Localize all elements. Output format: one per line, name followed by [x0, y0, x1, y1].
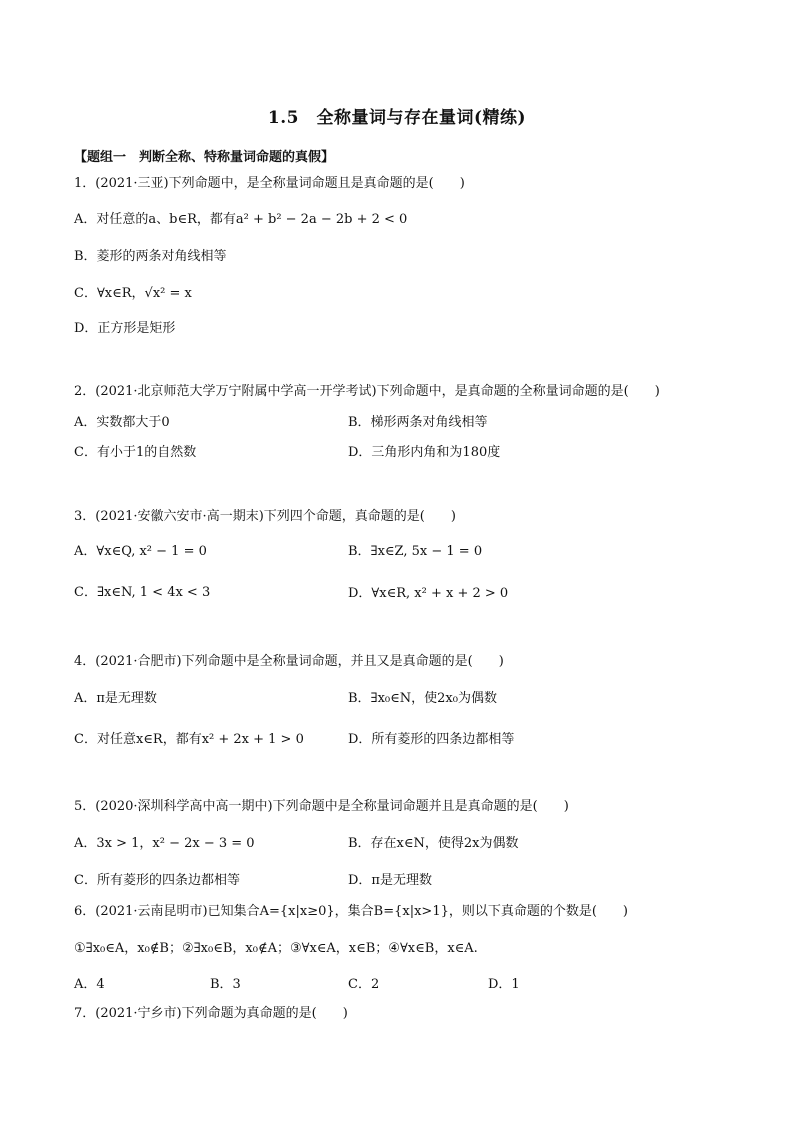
question-7-stem: 7．(2021·宁乡市)下列命题为真命题的是( )	[74, 1006, 348, 1021]
question-2-option-c: C．有小于1的自然数	[74, 445, 197, 460]
question-2-option-d: D．三角形内角和为180度	[348, 445, 501, 460]
question-1-option-a: A．对任意的a、b∈R，都有a² + b² − 2a − 2b + 2 < 0	[74, 212, 408, 227]
question-1-option-c: C．∀x∈R，√x² = x	[74, 286, 192, 301]
question-5-stem: 5．(2020·深圳科学高中高一期中)下列命题中是全称量词命题并且是真命题的是( )	[74, 799, 569, 814]
question-1-stem: 1．(2021·三亚)下列命题中，是全称量词命题且是真命题的是( )	[74, 176, 465, 191]
question-5-option-b: B．存在x∈N，使得2x为偶数	[348, 836, 519, 851]
question-4-option-d: D．所有菱形的四条边都相等	[348, 732, 515, 747]
section-heading: 【题组一 判断全称、特称量词命题的真假】	[74, 150, 335, 165]
question-4-option-c: C．对任意x∈R，都有x² + 2x + 1 > 0	[74, 732, 304, 747]
question-3-stem: 3．(2021·安徽六安市·高一期末)下列四个命题，真命题的是( )	[74, 509, 456, 524]
question-5-option-a: A．3x > 1，x² − 2x − 3 = 0	[74, 836, 255, 851]
question-4-option-a: A．π是无理数	[74, 691, 157, 706]
question-6-option-d: D．1	[488, 977, 520, 992]
question-1-option-d: D．正方形是矩形	[74, 321, 176, 336]
question-3-option-c: C．∃x∈N, 1 < 4x < 3	[74, 585, 211, 600]
question-4-option-b: B．∃x₀∈N，使2x₀为偶数	[348, 691, 497, 706]
question-6-statements: ①∃x₀∈A，x₀∉B；②∃x₀∈B，x₀∉A；③∀x∈A，x∈B；④∀x∈B，x∈A.	[74, 941, 478, 956]
question-6-option-b: B．3	[210, 977, 241, 992]
question-2-option-b: B．梯形两条对角线相等	[348, 415, 488, 430]
question-3-option-b: B．∃x∈Z, 5x − 1 = 0	[348, 544, 483, 559]
question-3-option-a: A．∀x∈Q, x² − 1 = 0	[74, 544, 207, 559]
question-2-stem: 2．(2021·北京师范大学万宁附属中学高一开学考试)下列命题中，是真命题的全称量词命题的是( )	[74, 384, 660, 399]
question-6-option-c: C．2	[348, 977, 380, 992]
question-1-option-b: B．菱形的两条对角线相等	[74, 249, 227, 264]
question-6-stem: 6．(2021·云南昆明市)已知集合A={x|x≥0}，集合B={x|x>1}，则以下真命题的个数是( )	[74, 904, 628, 919]
question-2-option-a: A．实数都大于0	[74, 415, 170, 430]
page-title: 1.5 全称量词与存在量词(精练)	[267, 108, 527, 128]
question-3-option-d: D．∀x∈R, x² + x + 2 > 0	[348, 586, 509, 601]
question-5-option-d: D．π是无理数	[348, 873, 432, 888]
question-5-option-c: C．所有菱形的四条边都相等	[74, 873, 240, 888]
question-4-stem: 4．(2021·合肥市)下列命题中是全称量词命题，并且又是真命题的是( )	[74, 654, 504, 669]
question-6-option-a: A．4	[74, 977, 105, 992]
